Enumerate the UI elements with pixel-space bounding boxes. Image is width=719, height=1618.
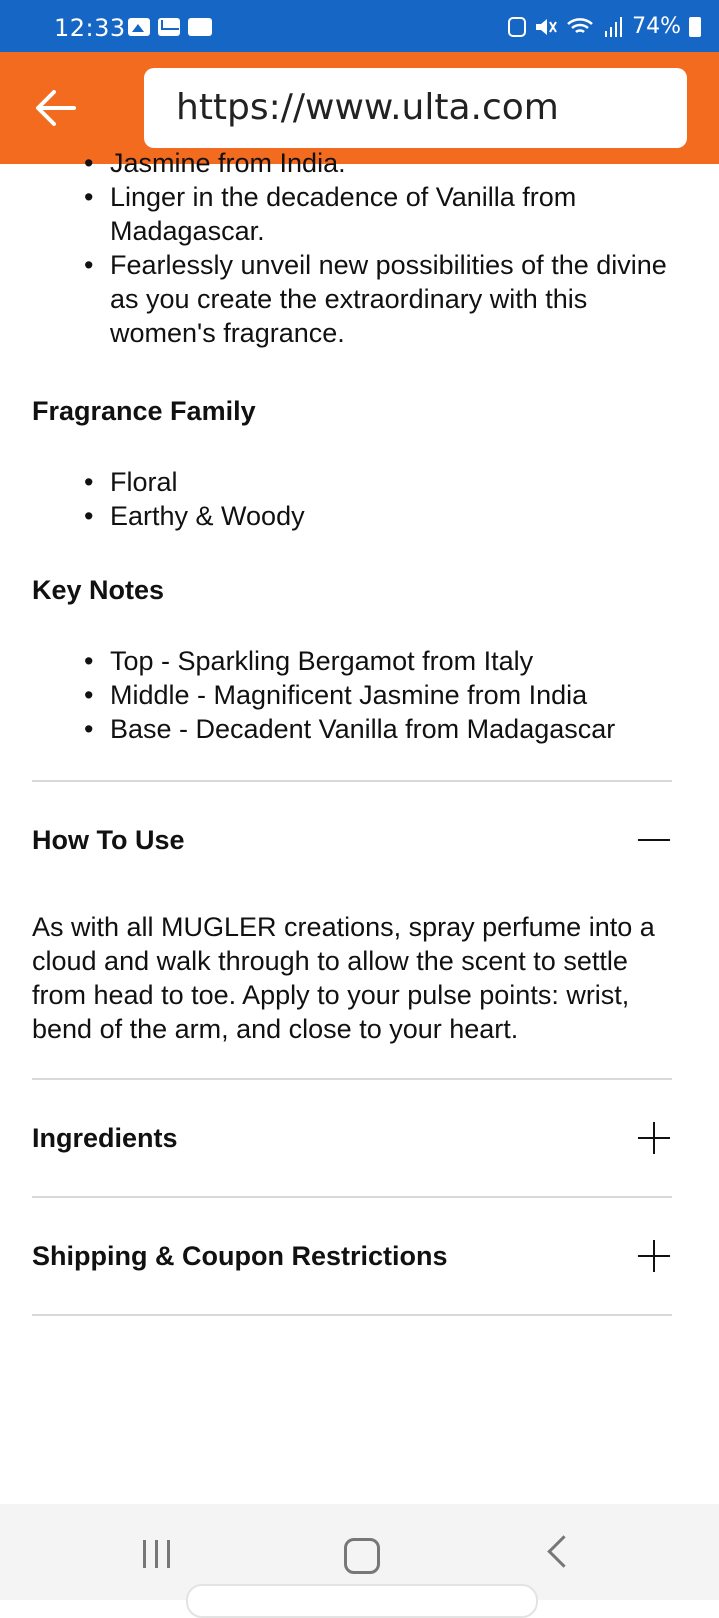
url-bar[interactable]: https://www.ulta.com — [144, 68, 687, 148]
signal-icon — [604, 16, 624, 38]
accordion-shipping[interactable] — [32, 1196, 672, 1314]
battery-icon — [689, 17, 701, 37]
list-item: • Earthy & Woody — [110, 499, 672, 533]
accordion-ingredients[interactable] — [32, 1078, 672, 1196]
key-notes-title: Key Notes — [32, 575, 165, 605]
list-item: • Base - Decadent Vanilla from Madagascar — [110, 712, 672, 746]
gallery-icon — [128, 18, 150, 36]
fragrance-family-title: Fragrance Family — [32, 396, 256, 426]
description-list — [32, 146, 672, 350]
how-to-use-text: As with all MUGLER creations, spray perfume into a cloud and walk through to allow the scent to settle from head to toe. Apply to your pulse points: wrist, bend of the arm, and close to your heart. — [32, 912, 655, 1044]
home-icon[interactable] — [344, 1538, 380, 1574]
voicemail-icon — [188, 18, 212, 36]
key-notes-list — [32, 644, 672, 746]
plus-icon[interactable] — [638, 1122, 670, 1154]
how-to-use-title: How To Use — [32, 824, 185, 855]
recent-apps-icon[interactable] — [143, 1540, 170, 1568]
minus-icon[interactable] — [638, 824, 670, 856]
list-item: • Fearlessly unveil new possibilities of the divine as you create the extraordinary with this women's fragrance. — [110, 248, 672, 350]
list-item: • Jasmine from India. — [110, 146, 672, 180]
mail-icon — [158, 18, 180, 36]
plus-icon[interactable] — [638, 1240, 670, 1272]
mute-icon — [534, 16, 558, 38]
battery-percent: 74% — [632, 14, 681, 39]
product-details — [0, 148, 719, 1504]
list-item: • Middle - Magnificent Jasmine from India — [110, 678, 672, 712]
notification-icons — [128, 18, 212, 36]
divider — [32, 1314, 672, 1316]
ingredients-title: Ingredients — [32, 1122, 178, 1153]
arrow-left-icon[interactable] — [30, 82, 82, 134]
accordion-how-to-use[interactable] — [32, 780, 672, 898]
system-icons — [508, 14, 701, 39]
recycle-icon — [508, 17, 526, 37]
list-item: • Linger in the decadence of Vanilla from Madagascar. — [110, 180, 672, 248]
wifi-icon — [566, 16, 596, 38]
status-bar — [0, 0, 719, 52]
shipping-title: Shipping & Coupon Restrictions — [32, 1240, 448, 1271]
list-item: • Floral — [110, 465, 672, 499]
list-item: • Top - Sparkling Bergamot from Italy — [110, 644, 672, 678]
gesture-handle — [186, 1584, 538, 1618]
back-icon[interactable] — [547, 1535, 580, 1568]
fragrance-family-list — [32, 465, 672, 533]
status-time: 12:33 — [54, 14, 126, 42]
